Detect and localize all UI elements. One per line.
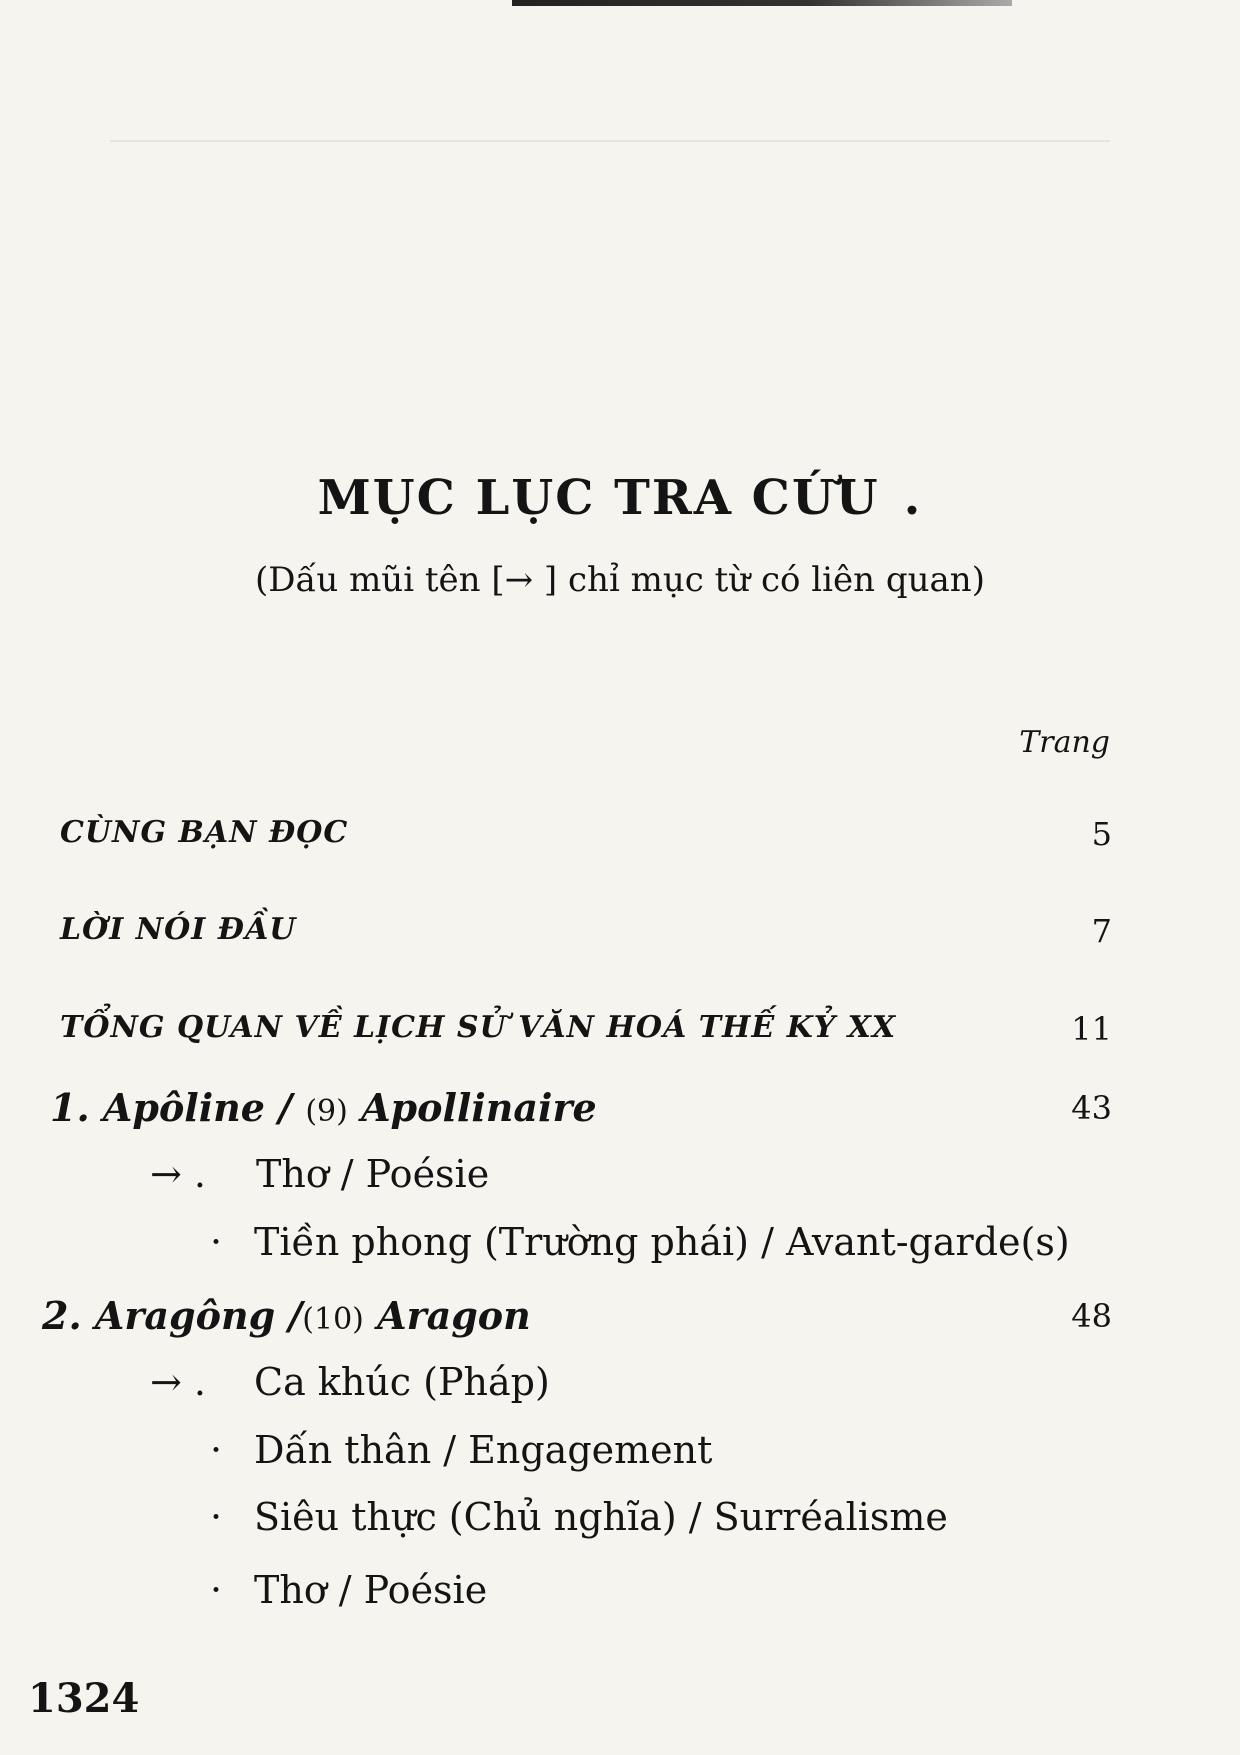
page-title: MỤC LỤC TRA CỨU . bbox=[317, 470, 923, 526]
bullet-icon: · bbox=[210, 1428, 223, 1472]
toc-row-label: LỜI NÓI ĐẦU bbox=[60, 912, 297, 947]
related-arrow-icon: → . bbox=[150, 1152, 206, 1196]
related-item: · Tiền phong (Trường phái) / Avant-garde(s) bbox=[210, 1220, 1070, 1264]
toc-row bbox=[60, 1010, 1112, 1060]
index-entry bbox=[42, 1293, 1112, 1349]
index-entry-page: 48 bbox=[1071, 1297, 1112, 1335]
related-item: · Dấn thân / Engagement bbox=[210, 1428, 713, 1472]
related-item: → . Ca khúc (Pháp) bbox=[150, 1360, 550, 1404]
related-item: → . Thơ / Poésie bbox=[150, 1152, 490, 1196]
bullet-icon: · bbox=[210, 1495, 223, 1539]
toc-row-page: 5 bbox=[1091, 815, 1112, 853]
toc-row-label: TỔNG QUAN VỀ LỊCH SỬ VĂN HOÁ THẾ KỶ XX bbox=[60, 1010, 897, 1045]
bullet-icon: · bbox=[210, 1568, 223, 1612]
page-number: 1324 bbox=[28, 1675, 140, 1722]
index-entry-heading: 2. Aragông /(10) Aragon bbox=[42, 1293, 531, 1338]
index-entry bbox=[50, 1085, 1112, 1141]
related-item: · Siêu thực (Chủ nghĩa) / Surréalisme bbox=[210, 1495, 948, 1539]
bullet-icon: · bbox=[210, 1220, 223, 1264]
page-subtitle: (Dấu mũi tên [→ ] chỉ mục từ có liên quan) bbox=[255, 560, 985, 600]
toc-row bbox=[60, 912, 1112, 962]
related-arrow-icon: → . bbox=[150, 1360, 206, 1404]
toc-row-label: CÙNG BẠN ĐỌC bbox=[60, 815, 349, 850]
toc-row bbox=[60, 815, 1112, 865]
related-item: · Thơ / Poésie bbox=[210, 1568, 488, 1612]
toc-row-page: 11 bbox=[1071, 1010, 1112, 1048]
toc-row-page: 7 bbox=[1091, 912, 1112, 950]
index-entry-page: 43 bbox=[1071, 1089, 1112, 1127]
top-rule bbox=[512, 0, 1012, 6]
show-through-decoration bbox=[110, 140, 1110, 142]
index-entry-heading: 1. Apôline / (9) Apollinaire bbox=[50, 1085, 597, 1130]
page-column-label: Trang bbox=[1019, 725, 1110, 760]
